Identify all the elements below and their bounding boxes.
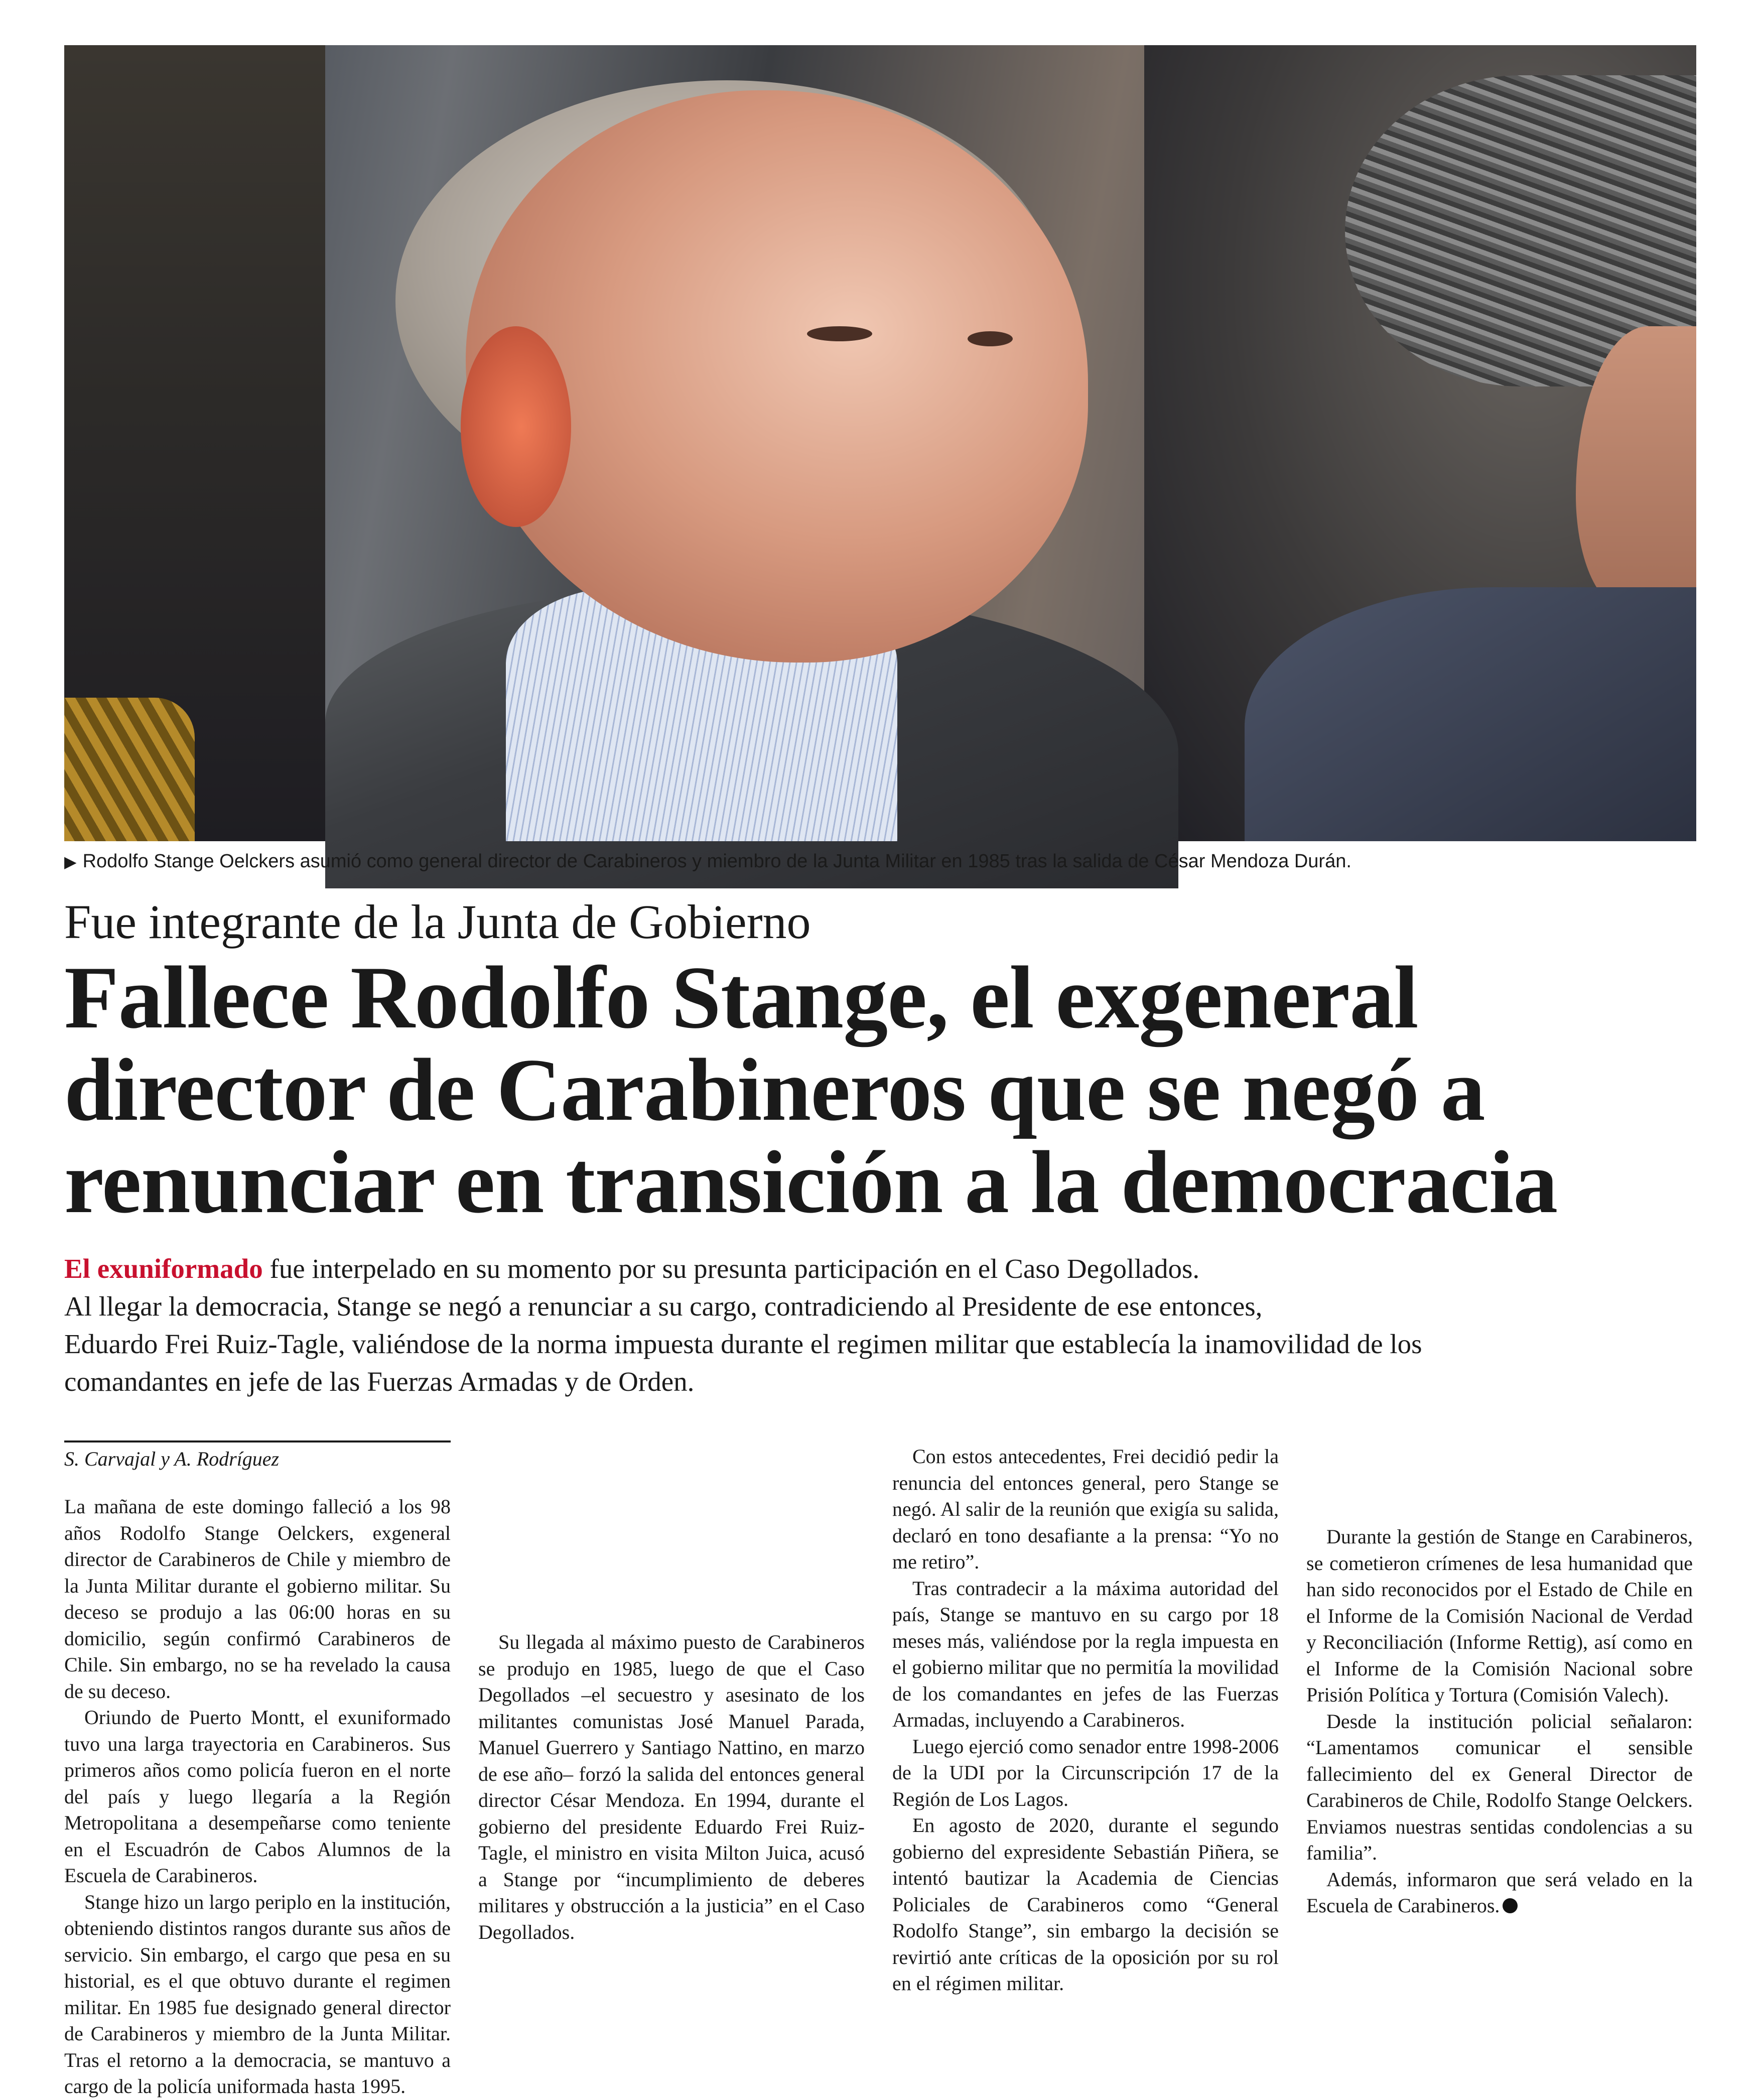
body-paragraph-last	[1306, 1867, 1693, 1919]
lead-text: fue interpelado en su momento por su presunta participación en el Caso Degollados.	[262, 1253, 1200, 1284]
body-paragraph: Durante la gestión de Stange en Carabineros, se cometieron crímenes de lesa humanidad que han sido reconocidos por el Estado de Chile en el Informe de la Comisión Nacional de Verdad y Reconciliación (Informe Rettig), así como en el Informe de la Comisión Nacional sobre Prisión Política y Tortura (Comisión Valech).	[1306, 1525, 1693, 1706]
body-paragraph: Con estos antecedentes, Frei decidió pedir la renuncia del entonces general, pero Stange se negó. Al salir de la reunión que exigía su salida, declaró en tono desafiante a la prensa: “Yo no me retiro”.	[892, 1445, 1279, 1573]
byline: S. Carvajal y A. Rodríguez	[64, 1440, 451, 1473]
photo-subject-eye	[807, 326, 872, 341]
lead-text: Al llegar la democracia, Stange se negó a renunciar a su cargo, contradiciendo al Presidente de ese entonces,	[64, 1291, 1263, 1322]
body-column-2	[478, 1443, 865, 1945]
body-paragraph: En agosto de 2020, durante el segundo gobierno del expresidente Sebastián Piñera, se intentó bautizar la Academia de Ciencias Policiales de Carabineros como “General Rodolfo Stange”, sin embargo la decisión se revirtió ante críticas de la oposición por su rol en el régimen militar.	[892, 1814, 1279, 1995]
body-paragraph: Luego ejerció como senador entre 1998-2006 de la UDI por la Circunscripción 17 de la Región de Los Lagos.	[892, 1735, 1279, 1810]
body-paragraph: Oriundo de Puerto Montt, el exuniformado tuvo una larga trayectoria en Carabineros. Sus primeros años como policía fueron en el norte del país y luego llegaría a la Región Metropolitana a desempeñarse como teniente en el Escuadrón de Cabos Alumnos de la Escuela de Carabineros.	[64, 1706, 451, 1887]
photo-epaulette	[64, 698, 195, 841]
kicker: Fue integrante de la Junta de Gobierno	[64, 895, 811, 949]
body-paragraph: Stange hizo un largo periplo en la institución, obteniendo distintos rangos durante sus años de servicio. Sin embargo, el cargo que pesa en su historial, es el que obtuvo durante el regimen militar. En 1985 fue designado general director de Carabineros y miembro de la Junta Militar. Tras el retorno a la democracia, se mantuvo a cargo de la policía uniformada hasta 1995.	[64, 1890, 451, 2097]
lead-highlight: El exuniformado	[64, 1253, 263, 1284]
lead-text: comandantes en jefe de las Fuerzas Armadas y de Orden.	[64, 1366, 695, 1397]
photo-subject-ear	[461, 326, 571, 527]
body-paragraph: La mañana de este domingo falleció a los 98 años Rodolfo Stange Oelckers, exgeneral director de Carabineros de Chile y miembro de la Junta Militar durante el gobierno militar. Su deceso se produjo a las 06:00 horas en su domicilio, según confirmó Carabineros de Chile. Sin embargo, no se ha revelado la causa de su deceso.	[64, 1495, 451, 1702]
headline-line: renunciar en transición a la democracia	[64, 1132, 1558, 1232]
portrait-photo	[64, 45, 1696, 841]
headline-line: director de Carabineros que se negó a	[64, 1040, 1485, 1139]
body-paragraph: Su llegada al máximo puesto de Carabineros se produjo en 1985, luego de que el Caso Degollados –el secuestro y asesinato de los militantes comunistas José Manuel Parada, Manuel Guerrero y Santiago Nattino, en marzo de ese año– forzó la salida del entonces general director César Mendoza. En 1994, durante el gobierno del presidente Eduardo Frei Ruiz-Tagle, el ministro en visita Milton Juica, acusó a Stange por “incumplimiento de deberes militares y obstrucción a la justicia” en el Caso Degollados.	[478, 1631, 865, 1943]
photo-caption	[64, 849, 1696, 874]
photo-subject-eye	[968, 331, 1013, 346]
body-paragraph: Desde la institución policial señalaron: “Lamentamos comunicar el sensible fallecimiento del ex General Director de Carabineros de Chile, Rodolfo Stange Oelckers. Enviamos nuestras sentidas condolencias a su familia”.	[1306, 1710, 1693, 1864]
headline	[64, 948, 1710, 1232]
body-column-3	[892, 1443, 1279, 1995]
caption-triangle-icon: ▶	[64, 853, 77, 871]
end-mark-icon	[1503, 1898, 1518, 1913]
lead-paragraph	[64, 1250, 1705, 1400]
body-paragraph: Además, informaron que será velado en la Escuela de Carabineros.	[1306, 1868, 1693, 1917]
body-column-1	[64, 1494, 451, 2097]
caption-text: Rodolfo Stange Oelckers asumió como general director de Carabineros y miembro de la Junta Militar en 1985 tras la salida de César Mendoza Durán.	[82, 851, 1351, 872]
body-column-4	[1306, 1443, 1693, 1919]
body-paragraph: Tras contradecir a la máxima autoridad del país, Stange se mantuvo en su cargo por 18 meses más, valiéndose por la regla impuesta en el gobierno militar que no permitía la movilidad de los comandantes en jefes de las Fuerzas Armadas, incluyendo a Carabineros.	[892, 1577, 1279, 1731]
headline-line: Fallece Rodolfo Stange, el exgeneral	[64, 948, 1418, 1047]
lead-text: Eduardo Frei Ruiz-Tagle, valiéndose de la norma impuesta durante el regimen militar que establecía la inamovilidad de los	[64, 1329, 1422, 1359]
